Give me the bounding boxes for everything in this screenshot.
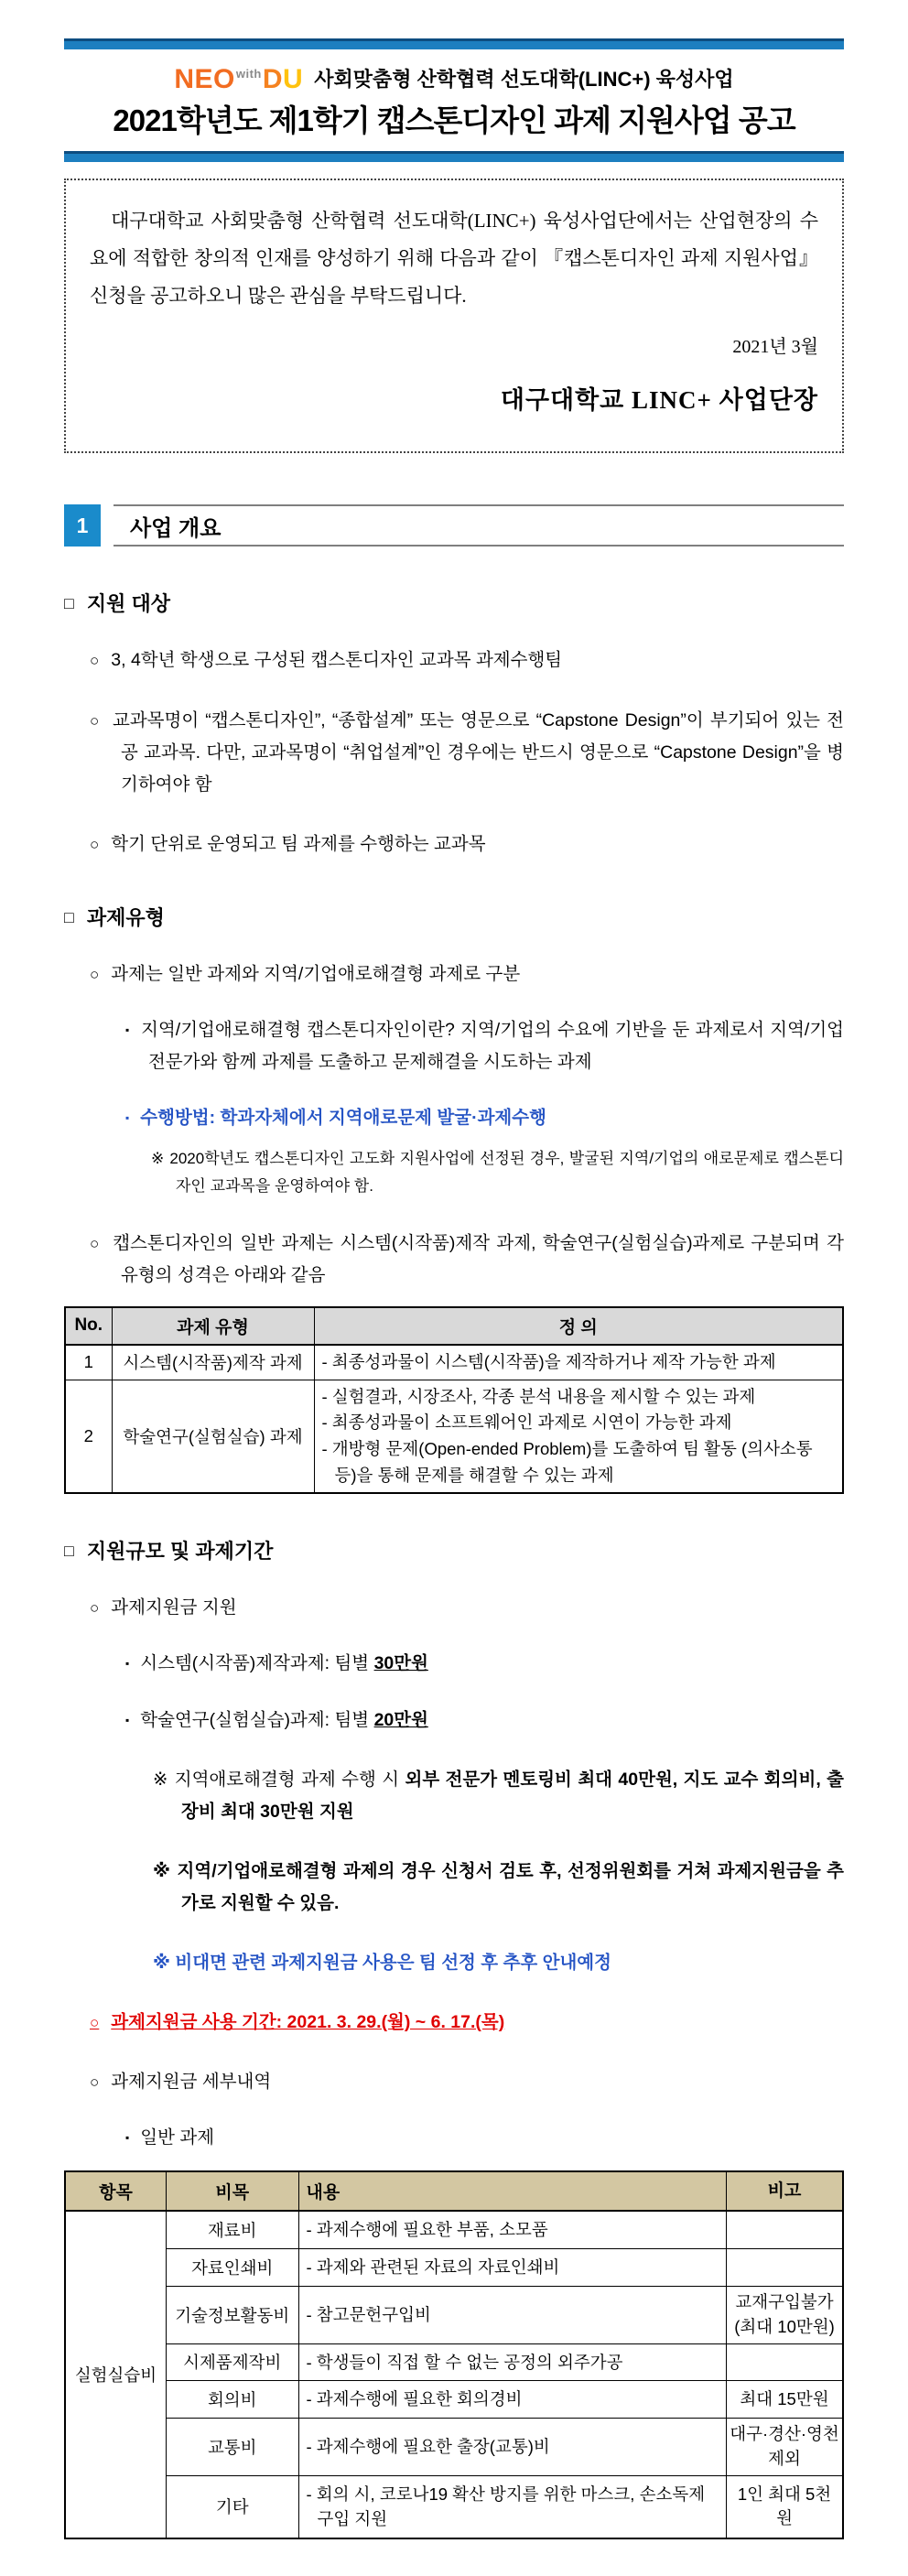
system-grant-amount: 30만원 xyxy=(373,1653,428,1674)
circle-bullet-icon: ○ xyxy=(90,965,100,983)
cell-content xyxy=(298,2343,727,2381)
bullet-course-name-text: 교과목명이 “캡스톤디자인”, “종합설계” 또는 영문으로 “Capstone Design”이 부기되어 있는 전공 교과목. 다만, 교과목명이 “취업설계”인 경우에는 반드시 영문으로 “Capstone Design”을 병기하여야 함 xyxy=(112,709,844,795)
cell-item: 기술정보활동비 xyxy=(167,2286,299,2343)
bullet-project-classification xyxy=(64,958,844,990)
square-bullet-icon: □ xyxy=(64,594,74,613)
bullet-general-project-types-text: 캡스톤디자인의 일반 과제는 시스템(시작품)제작 과제, 학술연구(실험실습)과제로 구분되며 각 유형의 성격은 아래와 같음 xyxy=(113,1232,844,1285)
table-row xyxy=(65,2381,843,2419)
subbullet-system-grant-text: 시스템(시작품)제작과제: 팀별 xyxy=(140,1653,374,1674)
bullet-semester-course-text: 학기 단위로 운영되고 팀 과제를 수행하는 교과목 xyxy=(111,833,486,854)
heading-support-target xyxy=(64,589,844,617)
content-line: - 과제와 관련된 자료의 자료인쇄비 xyxy=(306,2257,560,2278)
subbullet-system-grant xyxy=(64,1648,844,1680)
bullet-team-composition-text: 3, 4학년 학생으로 구성된 캡스톤디자인 교과목 과제수행팀 xyxy=(111,650,563,671)
table-row xyxy=(65,2286,843,2343)
intro-date: 2021년 3월 xyxy=(732,336,818,357)
logo-neo-text: NEO xyxy=(174,64,235,94)
circle-bullet-icon: ○ xyxy=(90,1599,100,1618)
bullet-grant-period xyxy=(64,2007,844,2039)
cell-content xyxy=(298,2211,727,2248)
circle-bullet-icon: ○ xyxy=(90,652,100,670)
col-header-item: 비목 xyxy=(167,2171,299,2211)
table-row xyxy=(65,2475,843,2538)
section-number-badge: 1 xyxy=(64,504,101,547)
bullet-team-composition xyxy=(64,644,844,676)
research-grant-amount: 20만원 xyxy=(373,1709,428,1730)
subbullet-research-grant-text: 학술연구(실험실습)과제: 팀별 xyxy=(140,1709,374,1730)
content-line: - 학생들이 직접 할 수 없는 공정의 외주가공 xyxy=(306,2352,623,2372)
definition-line: - 최종성과물이 소프트웨어인 과제로 시연이 가능한 과제 xyxy=(321,1412,732,1433)
bullet-grant-period-text: 과제지원금 사용 기간: 2021. 3. 29.(월) ~ 6. 17.(목) xyxy=(111,2012,505,2033)
section-1-header xyxy=(64,504,844,547)
table-row xyxy=(65,2211,843,2248)
logo-du-d: D xyxy=(262,64,284,94)
reference-mark-icon: ※ xyxy=(153,1953,170,1973)
heading-support-scale-label: 지원규모 및 과제기간 xyxy=(86,1540,274,1564)
note-mentoring-fee xyxy=(64,1764,844,1828)
cell-remark: 최대 15만원 xyxy=(727,2381,844,2419)
cell-category: 실험실습비 xyxy=(65,2211,167,2538)
bullet-project-classification-text: 과제는 일반 과제와 지역/기업애로해결형 과제로 구분 xyxy=(111,963,521,984)
bullet-grant-details xyxy=(64,2066,844,2098)
cell-type: 학술연구(실험실습) 과제 xyxy=(112,1380,314,1493)
title-divider-bar xyxy=(64,151,844,162)
section-title-rule xyxy=(114,504,844,547)
cell-item: 시제품제작비 xyxy=(167,2343,299,2381)
square-bullet-icon: □ xyxy=(64,907,74,926)
note-untact-guidance xyxy=(64,1947,844,1979)
subbullet-research-grant xyxy=(64,1705,844,1737)
content-line: - 참고문헌구입비 xyxy=(306,2304,431,2324)
small-square-bullet-icon: ▪ xyxy=(125,1023,131,1037)
intro-box xyxy=(64,179,844,453)
note-mentoring-fee-text: 지역애로해결형 과제 수행 시 xyxy=(174,1769,405,1790)
section-title: 사업 개요 xyxy=(130,515,222,541)
heading-project-type xyxy=(64,903,844,931)
subbullet-regional-definition-text: 지역/기업애로해결형 캡스톤디자인이란? 지역/기업의 수요에 기반을 둔 과제로서 지역/기업전문가와 함께 과제를 도출하고 문제해결을 시도하는 과제 xyxy=(141,1020,844,1073)
grant-detail-table xyxy=(64,2170,844,2539)
cell-content xyxy=(298,2249,727,2287)
top-divider-bar xyxy=(64,38,844,49)
cell-remark xyxy=(727,2343,844,2381)
col-header-type: 과제 유형 xyxy=(112,1307,314,1345)
program-name: 사회맞춤형 산학협력 선도대학(LINC+) 육성사업 xyxy=(314,68,734,91)
reference-mark-icon: ※ xyxy=(153,1769,169,1790)
col-header-content: 내용 xyxy=(298,2171,727,2211)
subbullet-regional-definition xyxy=(64,1014,844,1078)
definition-line: - 최종성과물이 시스템(시작품)을 제작하거나 제작 가능한 과제 xyxy=(321,1351,776,1371)
cell-remark: 1인 최대 5천원 xyxy=(727,2475,844,2538)
col-header-definition: 정 의 xyxy=(314,1307,843,1345)
note-mentoring-fee-bold: 외부 전문가 멘토링비 최대 40만원, 지도 교수 회의비, 출장비 최대 30만원 지원 xyxy=(181,1769,844,1822)
bullet-general-project-types xyxy=(64,1228,844,1292)
heading-project-type-label: 과제유형 xyxy=(86,905,165,929)
cell-remark: 교재구입불가 (최대 10만원) xyxy=(727,2286,844,2343)
bullet-course-name xyxy=(64,705,844,801)
cell-item: 교통비 xyxy=(167,2419,299,2476)
subbullet-method-text: 수행방법: 학과자체에서 지역애로문제 발굴·과제수행 xyxy=(140,1108,546,1129)
cell-type: 시스템(시작품)제작 과제 xyxy=(112,1345,314,1380)
bullet-grant-support xyxy=(64,1592,844,1624)
circle-bullet-icon: ○ xyxy=(90,2073,100,2092)
cell-no: 1 xyxy=(65,1345,112,1380)
cell-content xyxy=(298,2475,727,2538)
circle-bullet-icon: ○ xyxy=(90,1234,102,1252)
cell-remark xyxy=(727,2249,844,2287)
cell-no: 2 xyxy=(65,1380,112,1493)
cell-item: 회의비 xyxy=(167,2381,299,2419)
cell-content xyxy=(298,2419,727,2476)
intro-body: 대구대학교 사회맞춤형 산학협력 선도대학(LINC+) 육성사업단에서는 산업현장의 수요에 적합한 창의적 인재를 양성하기 위해 다음과 같이 『캡스톤디자인 과제 지원사업』 신청을 공고하오니 많은 관심을 부탁드립니다. xyxy=(90,210,818,307)
cell-definition xyxy=(314,1380,843,1493)
neo-with-du-logo xyxy=(174,64,303,95)
project-type-table-header-row xyxy=(65,1307,843,1345)
logo-du-u: U xyxy=(283,64,304,94)
small-square-bullet-icon: ▪ xyxy=(125,1713,130,1726)
circle-bullet-icon: ○ xyxy=(90,2014,100,2032)
grant-table-header-row xyxy=(65,2171,843,2211)
bullet-grant-support-text: 과제지원금 지원 xyxy=(111,1597,237,1618)
square-bullet-icon: □ xyxy=(64,1542,74,1561)
content-line: - 회의 시, 코로나19 확산 방지를 위한 마스크, 손소독제 구입 지원 xyxy=(306,2484,706,2529)
cell-content xyxy=(298,2286,727,2343)
note-2020-program xyxy=(64,1145,844,1200)
content-line: - 과제수행에 필요한 부품, 소모품 xyxy=(306,2220,548,2240)
cell-remark: 대구·경산·영천 제외 xyxy=(727,2419,844,2476)
definition-line: - 실험결과, 시장조사, 각종 분석 내용을 제시할 수 있는 과제 xyxy=(321,1386,756,1406)
bullet-semester-course xyxy=(64,828,844,860)
subbullet-method xyxy=(64,1102,844,1134)
reference-mark-icon: ※ xyxy=(153,1860,172,1881)
col-header-remark: 비고 xyxy=(727,2171,844,2211)
small-square-bullet-icon: ▪ xyxy=(125,1111,130,1125)
circle-bullet-icon: ○ xyxy=(90,835,100,853)
small-square-bullet-icon: ▪ xyxy=(125,1657,130,1671)
intro-signature: 대구대학교 LINC+ 사업단장 xyxy=(500,385,818,414)
cell-item: 자료인쇄비 xyxy=(167,2249,299,2287)
logo-with-text: with xyxy=(235,67,262,81)
col-header-no: No. xyxy=(65,1307,112,1345)
table-row xyxy=(65,2249,843,2287)
cell-definition xyxy=(314,1345,843,1380)
reference-mark-icon: ※ xyxy=(151,1150,165,1168)
table-row xyxy=(65,1380,843,1493)
cell-item: 기타 xyxy=(167,2475,299,2538)
project-type-table xyxy=(64,1306,844,1494)
note-additional-grant xyxy=(64,1856,844,1920)
cell-item: 재료비 xyxy=(167,2211,299,2248)
note-additional-grant-text: 지역/기업애로해결형 과제의 경우 신청서 검토 후, 선정위원회를 거쳐 과제지원금을 추가로 지원할 수 있음. xyxy=(177,1860,844,1913)
small-square-bullet-icon: ▪ xyxy=(125,2131,130,2145)
content-line: - 과제수행에 필요한 회의경비 xyxy=(306,2389,523,2409)
bullet-grant-details-text: 과제지원금 세부내역 xyxy=(111,2072,272,2093)
page-title: 2021학년도 제1학기 캡스톤디자인 과제 지원사업 공고 xyxy=(113,103,795,137)
table-row xyxy=(65,2419,843,2476)
subbullet-general-project-text: 일반 과제 xyxy=(140,2127,215,2148)
table-row xyxy=(65,2343,843,2381)
subbullet-general-project xyxy=(64,2122,844,2154)
content-line: - 과제수행에 필요한 출장(교통)비 xyxy=(306,2436,550,2456)
note-2020-program-text: 2020학년도 캡스톤디자인 고도화 지원사업에 선정된 경우, 발굴된 지역/기업의 애로문제로 캡스톤디자인 교과목을 운영하여야 함. xyxy=(169,1150,844,1196)
header-logo-row xyxy=(64,64,844,95)
circle-bullet-icon: ○ xyxy=(90,711,101,730)
cell-remark xyxy=(727,2211,844,2248)
note-untact-guidance-text: 비대면 관련 과제지원금 사용은 팀 선정 후 추후 안내예정 xyxy=(175,1953,611,1973)
definition-line: - 개방형 문제(Open-ended Problem)를 도출하여 팀 활동 (의사소통 등)을 통해 문제를 해결할 수 있는 과제 xyxy=(321,1439,813,1485)
cell-content xyxy=(298,2381,727,2419)
heading-support-target-label: 지원 대상 xyxy=(86,592,170,616)
heading-support-scale xyxy=(64,1536,844,1564)
table-row xyxy=(65,1345,843,1380)
col-header-category: 항목 xyxy=(65,2171,167,2211)
